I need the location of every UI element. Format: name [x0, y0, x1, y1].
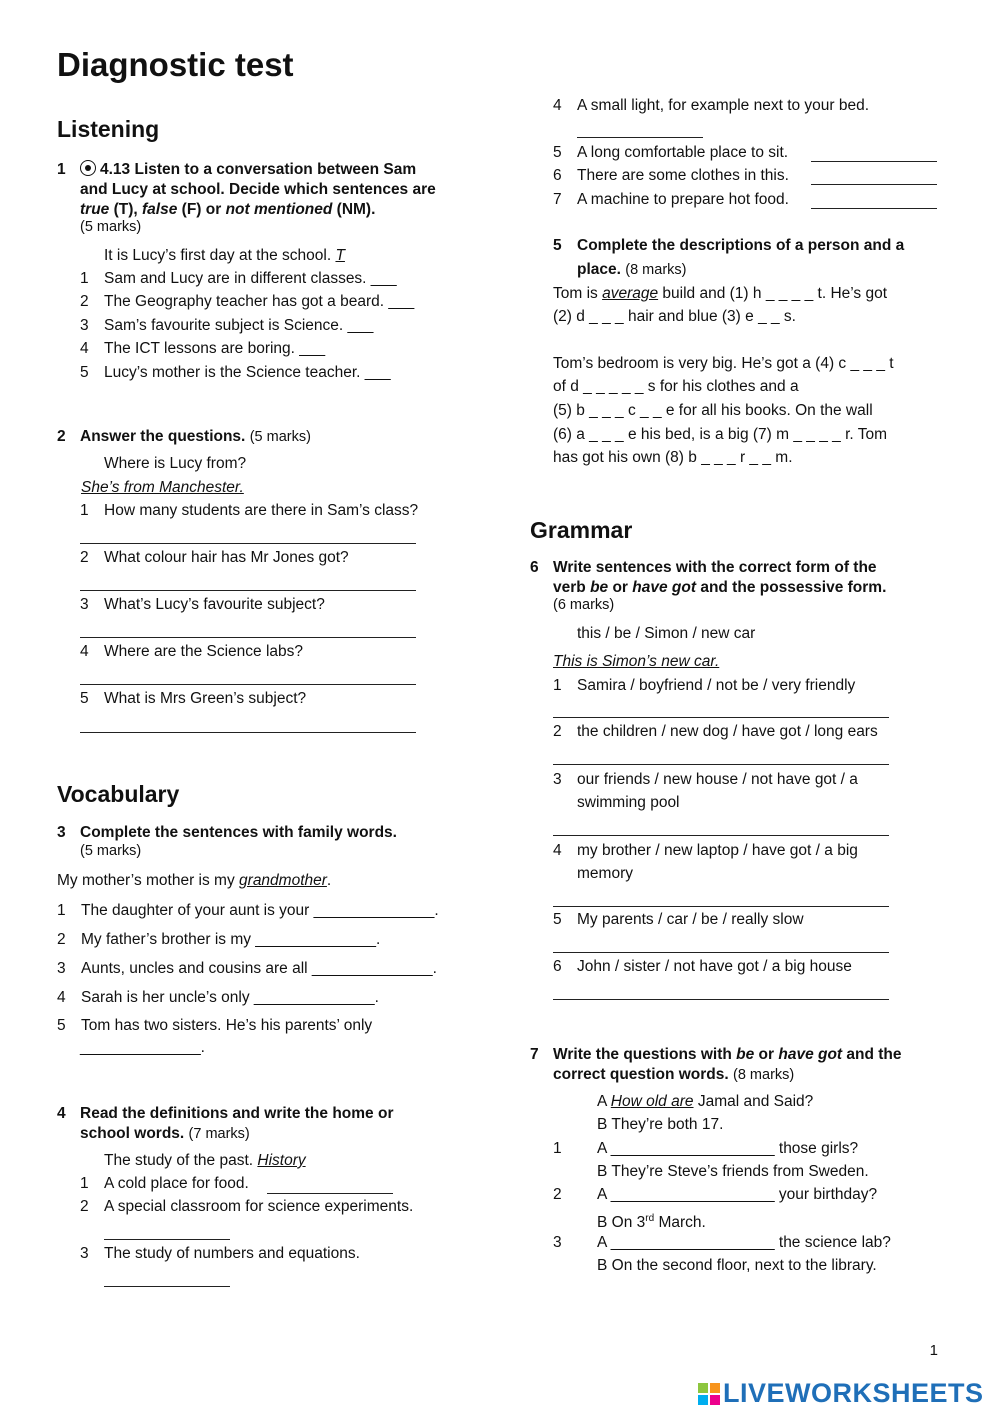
question-3-marks: (5 marks): [80, 843, 142, 859]
answer-line[interactable]: [811, 183, 937, 185]
list-item: 4 Where are the Science labs?: [80, 643, 304, 660]
question-3-example: My mother’s mother is my grandmother.: [57, 872, 332, 889]
answer-line[interactable]: [577, 136, 703, 138]
question-5-paragraph-1-line1[interactable]: Tom is average build and (1) h _ _ _ _ t. He’s got: [553, 285, 888, 302]
question-4-instruction: Read the definitions and write the home or: [80, 1105, 394, 1122]
list-item-answer: B On 3rd March.: [597, 1213, 706, 1232]
answer-line[interactable]: [80, 731, 416, 733]
question-4-example: The study of the past. History: [104, 1152, 306, 1169]
page-title: Diagnostic test: [57, 46, 294, 83]
answer-line[interactable]: [80, 636, 416, 638]
answer-line[interactable]: [553, 834, 889, 836]
question-5-paragraph-2-line[interactable]: of d _ _ _ _ _ s for his clothes and a: [553, 378, 799, 395]
page-number: 1: [929, 1342, 938, 1359]
answer-line[interactable]: [267, 1192, 393, 1194]
question-5-paragraph-2-line[interactable]: Tom’s bedroom is very big. He’s got a (4) c _ _ _ t: [553, 355, 894, 372]
list-item: 5 A long comfortable place to sit.: [553, 144, 789, 161]
list-item: 7 A machine to prepare hot food.: [553, 191, 789, 208]
question-2-example-answer: She’s from Manchester.: [81, 479, 244, 496]
question-5-paragraph-2-line[interactable]: has got his own (8) b _ _ _ r _ _ m.: [553, 449, 793, 466]
question-7-instruction: Write the questions with be or have got and the: [553, 1046, 902, 1063]
question-4-number: 4: [57, 1105, 66, 1122]
question-5-instruction: Complete the descriptions of a person and a: [577, 237, 905, 254]
list-item-continuation: swimming pool: [577, 794, 680, 811]
footer-logo[interactable]: LIVEWORKSHEETS: [698, 1378, 984, 1409]
list-item[interactable]: A ___________________ your birthday?: [597, 1186, 878, 1203]
answer-line[interactable]: [553, 716, 889, 718]
question-5-instruction-line2: place. (8 marks): [577, 261, 687, 278]
list-item[interactable]: 3 Aunts, uncles and cousins are all ______________.: [57, 960, 437, 977]
list-item[interactable]: 5 Lucy’s mother is the Science teacher. ___: [80, 364, 391, 381]
list-item[interactable]: 3 Sam’s favourite subject is Science. ___: [80, 317, 374, 334]
list-item: 1 Samira / boyfriend / not be / very friendly: [553, 677, 856, 694]
list-item-number: 3: [553, 1234, 562, 1251]
question-5-paragraph-2-line[interactable]: (5) b _ _ _ c _ _ e for all his books. On the wall: [553, 402, 873, 419]
list-item: 4 my brother / new laptop / have got / a big: [553, 842, 858, 859]
list-item: 1 A cold place for food.: [80, 1175, 249, 1192]
question-1-instruction-line3: true (T), false (F) or not mentioned (NM).: [80, 201, 376, 218]
question-7-instruction-line2: correct question words. (8 marks): [553, 1066, 795, 1083]
list-item: 5 My parents / car / be / really slow: [553, 911, 804, 928]
question-6-marks: (6 marks): [553, 597, 615, 613]
answer-line[interactable]: [553, 951, 889, 953]
liveworksheets-logo-icon: [698, 1383, 720, 1405]
list-item[interactable]: 4 Sarah is her uncle’s only ______________.: [57, 989, 379, 1006]
list-item[interactable]: A ___________________ the science lab?: [597, 1234, 891, 1251]
list-item: 6 There are some clothes in this.: [553, 167, 789, 184]
list-item-continuation: memory: [577, 865, 633, 882]
list-item: 1 How many students are there in Sam’s class?: [80, 502, 419, 519]
list-item: 2 the children / new dog / have got / long ears: [553, 723, 878, 740]
audio-icon[interactable]: [80, 160, 96, 176]
question-1-instruction: 4.13 Listen to a conversation between Sam: [80, 160, 416, 180]
list-item-number: 1: [553, 1140, 562, 1157]
answer-line[interactable]: [811, 207, 937, 209]
question-1-example: It is Lucy’s first day at the school. T: [104, 247, 345, 264]
answer-line[interactable]: [80, 683, 416, 685]
answer-line[interactable]: [811, 160, 937, 162]
list-item: 3 The study of numbers and equations.: [80, 1245, 360, 1262]
question-3-number: 3: [57, 824, 66, 841]
question-5-paragraph-1-line2[interactable]: (2) d _ _ _ hair and blue (3) e _ _ s.: [553, 308, 796, 325]
question-1-number: 1: [57, 161, 66, 178]
list-item-answer: B On the second floor, next to the library.: [597, 1257, 877, 1274]
question-1-instruction-line2: and Lucy at school. Decide which sentences are: [80, 181, 436, 198]
list-item[interactable]: 2 The Geography teacher has got a beard. ___: [80, 293, 415, 310]
example-answer: T: [335, 247, 345, 264]
question-7-example-b: B They’re both 17.: [597, 1116, 724, 1133]
question-4-instruction-line2: school words. (7 marks): [80, 1125, 250, 1142]
question-5-paragraph-2-line[interactable]: (6) a _ _ _ e his bed, is a big (7) m _ _ _ _ r. Tom: [553, 426, 887, 443]
section-heading-grammar: Grammar: [530, 517, 633, 543]
question-2-number: 2: [57, 428, 66, 445]
answer-line[interactable]: [553, 905, 889, 907]
question-3-instruction: Complete the sentences with family words.: [80, 824, 397, 841]
question-2-example: Where is Lucy from?: [104, 455, 247, 472]
question-6-example-answer: This is Simon’s new car.: [553, 653, 720, 670]
list-item[interactable]: 4 The ICT lessons are boring. ___: [80, 340, 326, 357]
list-item: 3 our friends / new house / not have got / a: [553, 771, 858, 788]
list-item: 5 What is Mrs Green’s subject?: [80, 690, 307, 707]
list-item[interactable]: 1 Sam and Lucy are in different classes. ___: [80, 270, 397, 287]
answer-line[interactable]: [553, 998, 889, 1000]
section-heading-vocabulary: Vocabulary: [57, 781, 180, 807]
question-2-instruction: Answer the questions. (5 marks): [80, 428, 311, 445]
list-item: 6 John / sister / not have got / a big house: [553, 958, 852, 975]
question-7-example-a: A How old are Jamal and Said?: [597, 1093, 814, 1110]
question-7-number: 7: [530, 1046, 539, 1063]
list-item[interactable]: 2 My father’s brother is my ______________.: [57, 931, 381, 948]
question-6-instruction: Write sentences with the correct form of the: [553, 559, 877, 576]
list-item: 4 A small light, for example next to your bed.: [553, 97, 870, 114]
answer-line[interactable]: [104, 1238, 230, 1240]
answer-line[interactable]: [80, 542, 416, 544]
question-6-instruction-line2: verb be or have got and the possessive form.: [553, 579, 887, 596]
list-item: 2 A special classroom for science experiments.: [80, 1198, 414, 1215]
list-item[interactable]: 5 Tom has two sisters. He’s his parents’ only: [57, 1017, 373, 1034]
question-6-number: 6: [530, 559, 539, 576]
list-item-answer: B They’re Steve’s friends from Sweden.: [597, 1163, 869, 1180]
answer-line[interactable]: [104, 1285, 230, 1287]
list-item-number: 2: [553, 1186, 562, 1203]
question-1-marks: (5 marks): [80, 219, 142, 235]
section-heading-listening: Listening: [57, 116, 160, 142]
answer-line[interactable]: [80, 589, 416, 591]
list-item[interactable]: 1 The daughter of your aunt is your ______________.: [57, 902, 439, 919]
list-item-continuation[interactable]: ______________.: [80, 1039, 205, 1056]
list-item: 2 What colour hair has Mr Jones got?: [80, 549, 349, 566]
question-5-number: 5: [553, 237, 562, 254]
list-item: 3 What’s Lucy’s favourite subject?: [80, 596, 325, 613]
list-item[interactable]: A ___________________ those girls?: [597, 1140, 859, 1157]
answer-line[interactable]: [553, 763, 889, 765]
question-6-example: this / be / Simon / new car: [577, 625, 756, 642]
